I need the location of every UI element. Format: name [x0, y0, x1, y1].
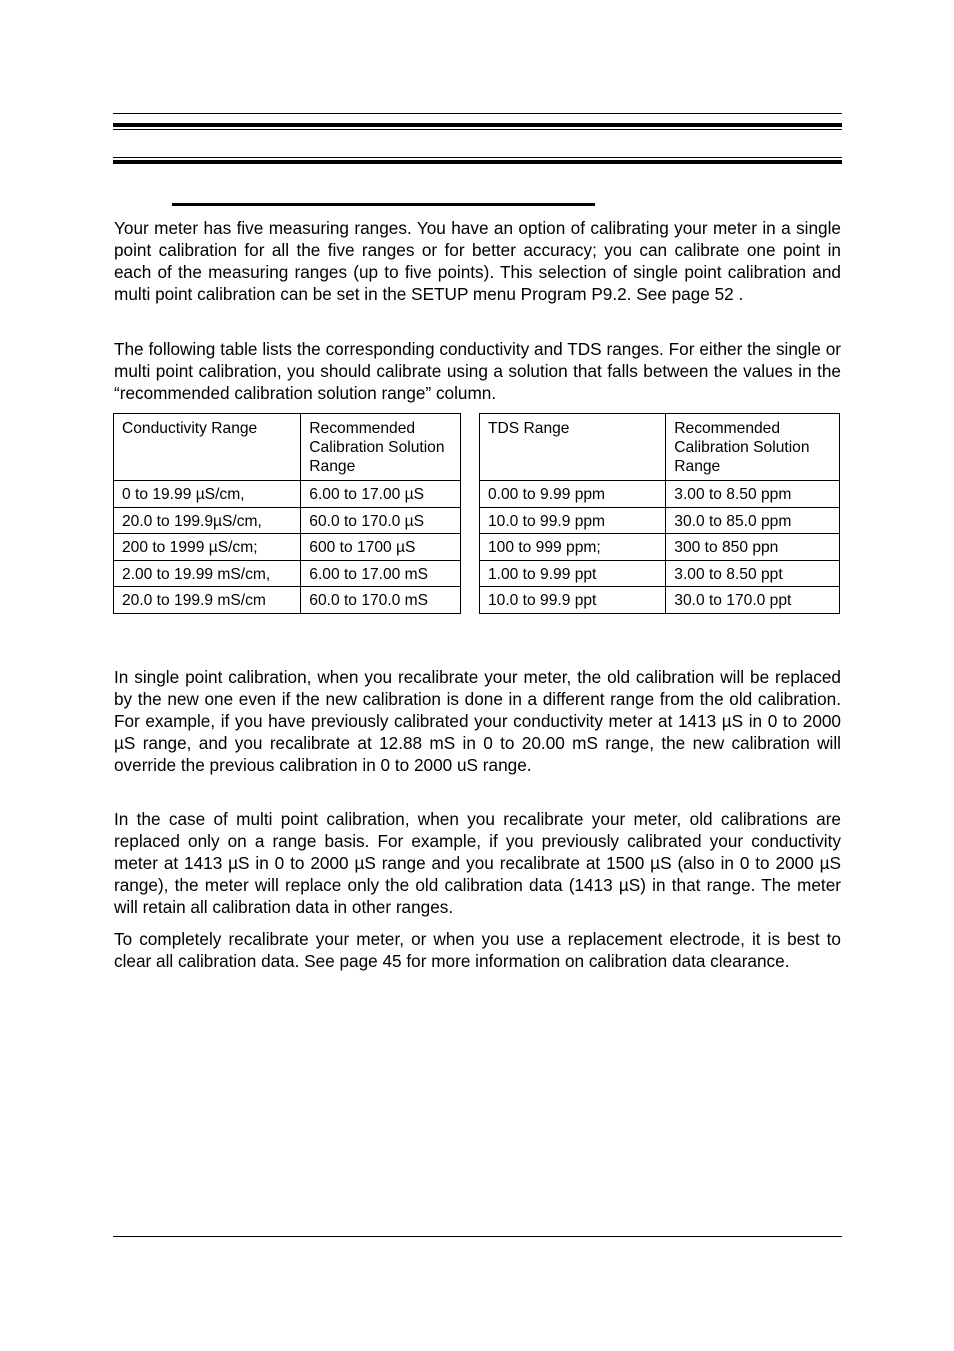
- table-header-row: [480, 414, 840, 481]
- table-cell: 600 to 1700 µS: [301, 534, 461, 561]
- recalibrate-paragraph: To completely recalibrate your meter, or when you use a replacement electrode, it is best to clear all calibration data. See page 45 for more information on calibration data clearance.: [114, 929, 841, 971]
- table-row: [114, 481, 461, 508]
- table-cell: 100 to 999 ppm;: [480, 534, 666, 561]
- header-thin-rule: [113, 129, 842, 130]
- table-cell: 30.0 to 170.0 ppt: [666, 587, 840, 614]
- table-cell: 2.00 to 19.99 mS/cm,: [114, 560, 301, 587]
- table-cell: 3.00 to 8.50 ppm: [666, 481, 840, 508]
- table-row: [480, 560, 840, 587]
- table-cell: 0 to 19.99 µS/cm,: [114, 481, 301, 508]
- table-header-cell: Conductivity Range: [114, 414, 301, 481]
- table-cell: 0.00 to 9.99 ppm: [480, 481, 666, 508]
- footer-rule: [113, 1236, 842, 1237]
- table-cell: 6.00 to 17.00 mS: [301, 560, 461, 587]
- table-row: [480, 587, 840, 614]
- table-row: [114, 507, 461, 534]
- table-row: [480, 481, 840, 508]
- table-cell: 30.0 to 85.0 ppm: [666, 507, 840, 534]
- table-row: [114, 534, 461, 561]
- table-row: [114, 587, 461, 614]
- multi-point-paragraph: In the case of multi point calibration, when you recalibrate your meter, old calibrations are replaced only on a range basis. For example, if you previously calibrated your conductivity meter at 1413 µS in 0 to 2000 µS range and you recalibrate at 1500 µS (also in 0 to 2000 µS range), the meter will replace only the old calibration data (1413 µS) in that range. The meter will retain all calibration data in other ranges.: [114, 809, 841, 917]
- table-cell: 1.00 to 9.99 ppt: [480, 560, 666, 587]
- subheading-underline: [172, 203, 595, 206]
- table-header-cell: Recommended Calibration Solution Range: [666, 414, 840, 481]
- section-thin-rule: [113, 157, 842, 158]
- table-cell: 6.00 to 17.00 µS: [301, 481, 461, 508]
- table-cell: 3.00 to 8.50 ppt: [666, 560, 840, 587]
- table-cell: 20.0 to 199.9 mS/cm: [114, 587, 301, 614]
- section-thick-rule: [113, 160, 842, 164]
- table-header-row: [114, 414, 461, 481]
- single-point-paragraph: In single point calibration, when you recalibrate your meter, the old calibration will be replaced by the new one even if the new calibration is done in a different range from the old calibration. For example, if you have previously calibrated your conductivity meter at 1413 µS in 0 to 2000 µS range, and you recalibrate at 12.88 mS in 0 to 20.00 mS range, the new calibration will override the previous calibration in 0 to 2000 uS range.: [114, 667, 841, 775]
- header-top-rule: [113, 113, 842, 114]
- header-thick-rule: [113, 123, 842, 127]
- table-cell: 200 to 1999 µS/cm;: [114, 534, 301, 561]
- table-cell: 10.0 to 99.9 ppm: [480, 507, 666, 534]
- table-row: [480, 534, 840, 561]
- table-cell: 20.0 to 199.9µS/cm,: [114, 507, 301, 534]
- table-intro-paragraph: The following table lists the corresponding conductivity and TDS ranges. For either the single or multi point calibration, you should calibrate using a solution that falls between the values in the “recommended calibration solution range” column.: [114, 339, 841, 403]
- table-cell: 60.0 to 170.0 mS: [301, 587, 461, 614]
- table-header-cell: TDS Range: [480, 414, 666, 481]
- tds-range-table: [479, 413, 840, 614]
- table-row: [480, 507, 840, 534]
- table-header-cell: Recommended Calibration Solution Range: [301, 414, 461, 481]
- intro-paragraph: Your meter has five measuring ranges. You have an option of calibrating your meter in a single point calibration for all the five ranges or for better accuracy; you can calibrate one point in each of the measuring ranges (up to five points). This selection of single point calibration and multi point calibration can be set in the SETUP menu Program P9.2. See page 52 .: [114, 218, 841, 304]
- conductivity-range-table: [113, 413, 461, 614]
- table-cell: 10.0 to 99.9 ppt: [480, 587, 666, 614]
- table-cell: 60.0 to 170.0 µS: [301, 507, 461, 534]
- table-row: [114, 560, 461, 587]
- table-cell: 300 to 850 ppn: [666, 534, 840, 561]
